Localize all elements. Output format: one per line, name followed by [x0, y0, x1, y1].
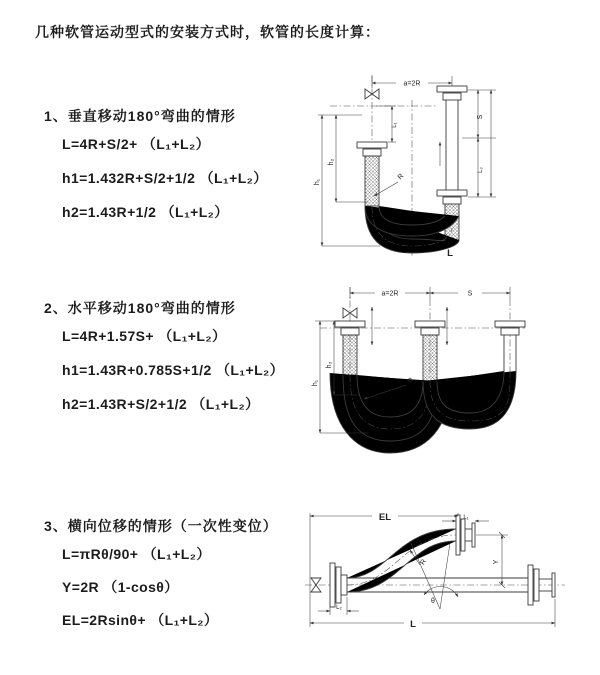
dim-label-span: a=2R [381, 290, 399, 298]
hose-u-bends [330, 371, 516, 453]
section3-heading: 3、横向位移的情形（一次性变位） [44, 518, 278, 534]
curved-hose [347, 529, 456, 592]
left-flange [330, 563, 347, 607]
dimension-span-s [350, 287, 510, 299]
right-pipe [437, 86, 467, 204]
dim-label-length: L [410, 619, 416, 630]
page-title: 几种软管运动型式的安装方式时，软管的长度计算： [35, 24, 380, 40]
braided-hose-left [343, 335, 357, 375]
dim-label-theta: θ [431, 598, 435, 605]
dim-label-h2: h₂ [326, 361, 333, 369]
formula-line: L=4R+1.57S+ （L₁+L₂） [62, 328, 227, 344]
dim-label-el: EL [378, 512, 392, 523]
dim-label-span: a=2R [403, 80, 421, 88]
dim-label-length: L [447, 248, 453, 259]
dim-label-radius: R [396, 172, 406, 182]
section2-heading: 2、水平移动180°弯曲的情形 [44, 300, 236, 316]
formula-line: Y=2R （1-cosθ） [62, 579, 179, 595]
dim-label-radius: R [419, 558, 428, 567]
dim-label-h1: h₁ [312, 379, 319, 387]
formula-line: EL=2Rsinθ+ （L₁+L₂） [62, 612, 219, 628]
dim-label-l1: L₁ [463, 515, 469, 521]
diagram-lateral-displacement [300, 505, 600, 650]
upper-flange [456, 515, 475, 555]
left-flange [357, 142, 387, 156]
diagram-horizontal-180-bend [310, 283, 600, 463]
dim-label-h1: h₁ [314, 178, 321, 186]
formula-line: h2=1.43R+1/2 （L₁+L₂） [62, 204, 229, 220]
dim-label-y: Y [493, 559, 500, 565]
dim-label-radius: R [406, 376, 416, 386]
braided-hose-left [365, 156, 379, 206]
dimension-y [476, 532, 508, 588]
formula-line: h1=1.432R+S/2+1/2 （L₁+L₂） [62, 170, 268, 186]
diagram-vertical-180-bend [310, 70, 600, 260]
formula-line: h2=1.43R+S/2+1/2 （L₁+L₂） [62, 396, 260, 412]
dim-label-s: S [467, 290, 473, 298]
dimension-s-l2 [462, 90, 496, 197]
dim-label-s: S [477, 114, 484, 120]
dim-label-l1: L₁ [392, 122, 398, 128]
formula-line: L=πRθ/90+ （L₁+L₂） [62, 546, 211, 562]
dim-label-l2: L₂ [336, 605, 342, 611]
formula-line: h1=1.43R+0.785S+1/2 （L₁+L₂） [62, 362, 285, 378]
dimension-l1 [376, 106, 398, 142]
braided-hose-middle [423, 335, 437, 381]
dim-label-l2: L₂ [478, 167, 484, 173]
dim-label-h2: h₂ [328, 158, 335, 166]
formula-line: L=4R+S/2+ （L₁+L₂） [62, 136, 210, 152]
section1-heading: 1、垂直移动180°弯曲的情形 [44, 108, 236, 124]
